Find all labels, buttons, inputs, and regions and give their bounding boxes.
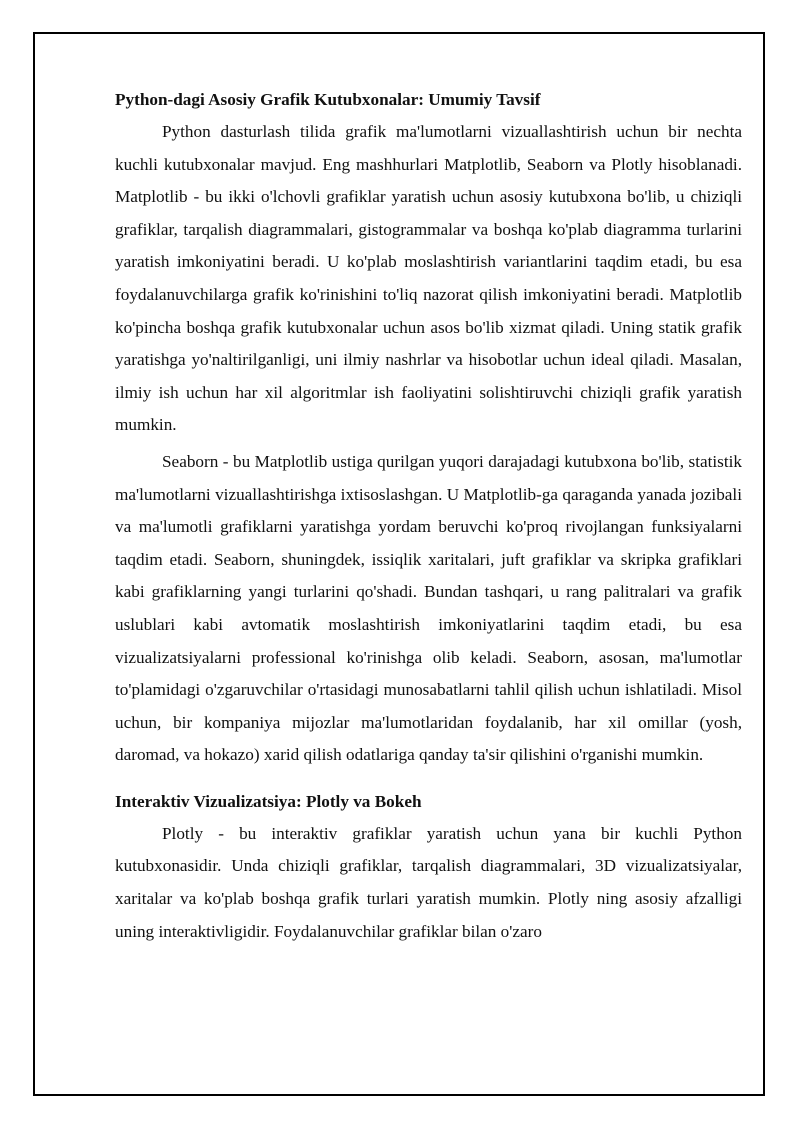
paragraph-3: Plotly - bu interaktiv grafiklar yaratish uchun yana bir kuchli Python kutubxonasidir. Unda chiziqli grafiklar, tarqalish diagrammalari, 3D vizualizatsiyalar, xaritalar va ko'plab boshqa grafik turlari yaratish mumkin. Plotly ning asosiy afzalligi uning interaktivligidir. Foydalanuvchilar grafiklar bilan o'zaro [115, 823, 742, 941]
section-heading-2: Interaktiv Vizualizatsiya: Plotly va Bokeh [115, 791, 422, 811]
paragraph-1: Python dasturlash tilida grafik ma'lumotlarni vizuallashtirish uchun bir nechta kuchli kutubxonalar mavjud. Eng mashhurlari Matplotlib, Seaborn va Plotly hisoblanadi. Matplotlib - bu ikki o'lchovli grafiklar yaratish uchun asosiy kutubxona bo'lib, u chiziqli grafiklar, tarqalish diagrammalari, gistogrammalar va boshqa ko'plab diagramma turlarini yaratish imkoniyatini beradi. U ko'plab moslashtirish variantlarini taqdim etadi, bu esa foydalanuvchilarga grafik ko'rinishini to'liq nazorat qilish imkoniyatini beradi. Matplotlib ko'pincha boshqa grafik kutubxonalar uchun asos bo'lib xizmat qiladi. Uning statik grafik yaratishga yo'naltirilganligi, uni ilmiy nashrlar va hisobotlar uchun ideal qiladi. Masalan, ilmiy ish uchun har xil algoritmlar ish faoliyatini solishtiruvchi chiziqli grafik yaratish mumkin. [115, 122, 742, 435]
document-body [115, 84, 742, 948]
section-heading-1: Python-dagi Asosiy Grafik Kutubxonalar: Umumiy Tavsif [115, 90, 541, 109]
paragraph-2: Seaborn - bu Matplotlib ustiga qurilgan yuqori darajadagi kutubxona bo'lib, statistik ma'lumotlarni vizuallashtirishga ixtisoslashgan. U Matplotlib-ga qaraganda yanada jozibali va ma'lumotli grafiklarni yaratishga yordam beruvchi ko'proq rivojlangan funksiyalarni taqdim etadi. Seaborn, shuningdek, issiqlik xaritalari, juft grafiklar va skripka grafiklari kabi grafiklarning yangi turlarini qo'shadi. Bundan tashqari, u rang palitralari va grafik uslublari kabi avtomatik moslashtirish imkoniyatlarini taqdim etadi, bu esa vizualizatsiyalarni professional ko'rinishga olib keladi. Seaborn, asosan, ma'lumotlar to'plamidagi o'zgaruvchilar o'rtasidagi munosabatlarni tahlil qilish uchun ishlatiladi. Misol uchun, bir kompaniya mijozlar ma'lumotlaridan foydalanib, har xil omillar (yosh, daromad, va hokazo) xarid qilish odatlariga qanday ta'sir qilishini o'rganishi mumkin. [115, 451, 742, 765]
